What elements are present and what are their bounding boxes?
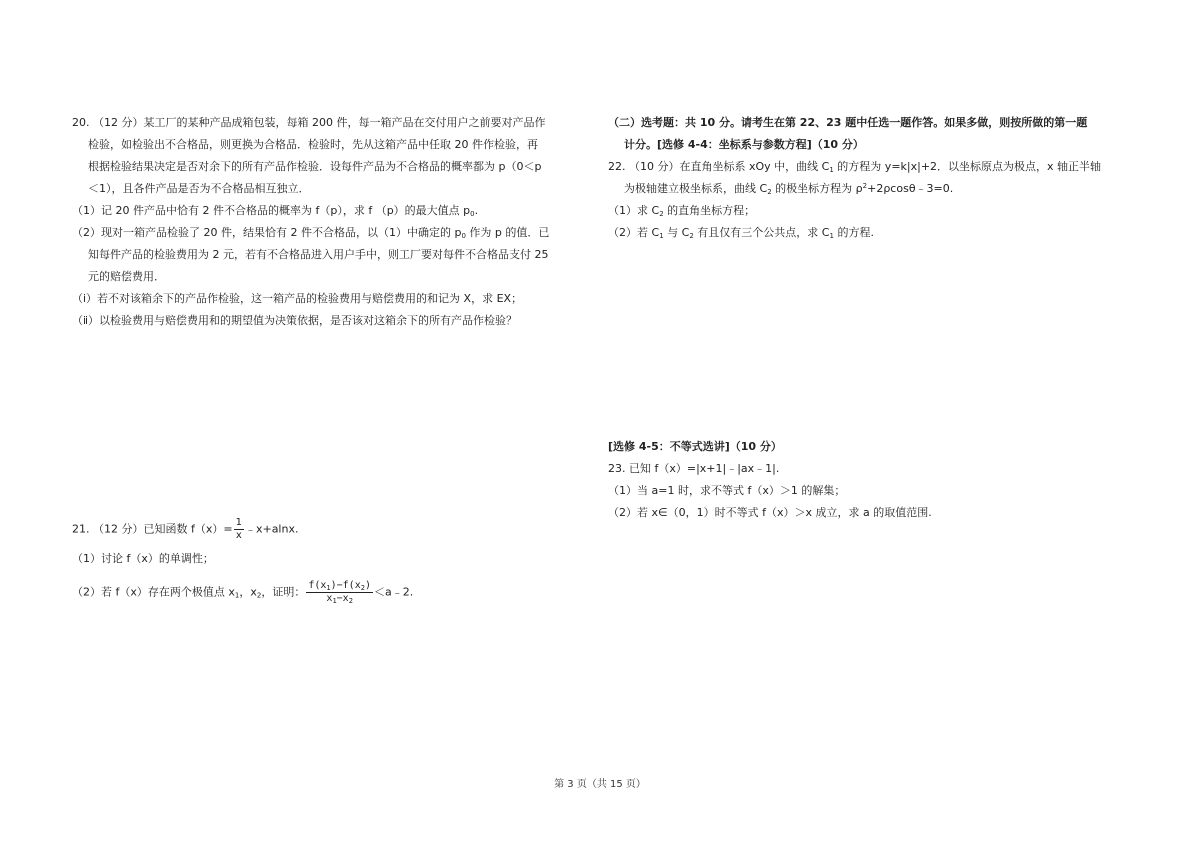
q21-dq-den-a: x xyxy=(326,593,333,604)
q22-line-2-mid: 的极坐标方程为 ρ xyxy=(771,182,863,195)
q20-line-2: 检验，如检验出不合格品，则更换为合格品．检验时，先从这箱产品中任取 20 件作检验，再 xyxy=(88,138,538,151)
q21-dq-den-s1: 1 xyxy=(332,597,337,605)
q20-part-2-text: （2）现对一箱产品检验了 20 件，结果恰有 2 件不合格品，以（1）中确定的 p xyxy=(72,226,462,239)
elective-heading-line-1: （二）选考题：共 10 分。请考生在第 22、23 题中任选一题作答。如果多做，则按所做的第一题 xyxy=(608,116,1088,129)
q21-dq-num-s1: 1 xyxy=(326,584,331,592)
q20-part-1-end: . xyxy=(474,204,479,217)
q21-fraction-denominator: x xyxy=(235,530,242,541)
q21-sub-2: 2 xyxy=(256,591,262,600)
q21-line-1 xyxy=(72,517,594,542)
q20-line-3: 根据检验结果决定是否对余下的所有产品作检验．设每件产品为不合格品的概率都为 p（0＜p xyxy=(88,160,542,173)
q23-part-1: （1）当 a=1 时，求不等式 f（x）＞1 的解集； xyxy=(608,484,846,497)
q22-line-1 xyxy=(608,156,1136,178)
q21-difference-quotient xyxy=(306,580,373,605)
section-elective xyxy=(608,112,1136,156)
q22-line-2-end: +2ρcosθ﹣3=0. xyxy=(867,182,954,195)
q20-part-1-subscript: 0 xyxy=(470,210,475,218)
question-21 xyxy=(72,517,594,605)
q20-part-1 xyxy=(72,200,594,222)
q21-part-2-text: （2）若 f（x）存在两个极值点 x xyxy=(72,585,235,599)
question-23 xyxy=(608,436,1136,524)
q23-header: [选修 4-5：不等式选讲]（10 分） xyxy=(608,440,782,453)
q21-stem-end: ﹣x+alnx. xyxy=(244,522,299,536)
q22-part-1-end: 的直角坐标方程； xyxy=(663,204,756,217)
q21-fraction xyxy=(234,517,244,542)
q20-part-2-end: 作为 p 的值．已 xyxy=(465,226,550,239)
left-column xyxy=(72,112,594,605)
q20-part-2-subscript: 0 xyxy=(461,232,466,240)
q22-part-2 xyxy=(608,222,1136,244)
q21-dq-den-s2: 2 xyxy=(348,597,353,605)
q21-dq-denominator xyxy=(306,593,373,605)
q21-stem: 21. （12 分）已知函数 f（x）= xyxy=(72,522,233,536)
q22-line-1-sub: 1 xyxy=(829,166,834,174)
q22-part-2-sub-3: 1 xyxy=(829,232,834,240)
q21-dq-num-b: )−f(x xyxy=(330,580,361,591)
q21-fraction-numerator: 1 xyxy=(235,517,242,528)
q21-part-1: （1）讨论 f（x）的单调性； xyxy=(72,552,214,565)
q22-part-1 xyxy=(608,200,1136,222)
q22-line-2 xyxy=(608,178,1136,200)
q21-sub-1: 1 xyxy=(234,591,240,600)
q22-part-2-sub-2: 2 xyxy=(689,232,694,240)
q22-part-1-text: （1）求 C xyxy=(608,204,660,217)
q21-dq-num-c: ) xyxy=(364,580,371,591)
q22-part-2-mid-2: 有且仅有三个公共点，求 C xyxy=(693,226,830,239)
q21-dq-numerator xyxy=(306,580,373,593)
q23-stem: 23. 已知 f（x）=|x+1|﹣|ax﹣1|. xyxy=(608,462,780,475)
q21-dq-den-b: −x xyxy=(336,593,349,604)
q22-part-2-sub-1: 1 xyxy=(659,232,664,240)
q21-dq-num-s2: 2 xyxy=(360,584,365,592)
page-footer: 第 3 页（共 15 页） xyxy=(554,779,646,790)
q21-part-2-mid: ，x xyxy=(239,585,257,599)
q22-part-2-text: （2）若 C xyxy=(608,226,660,239)
q20-part-2-line-2: 知每件产品的检验费用为 2 元，若有不合格品进入用户手中，则工厂要对每件不合格品支付 25 xyxy=(88,248,549,261)
q20-part-ii: （ⅱ）以检验费用与赔偿费用和的期望值为决策依据，是否该对这箱余下的所有产品作检验？ xyxy=(72,314,518,327)
question-22 xyxy=(608,156,1136,244)
q21-part-2-prove: ，证明： xyxy=(261,585,306,599)
q21-part-2 xyxy=(72,580,594,605)
q21-part-2-end: ＜a﹣2. xyxy=(373,585,414,599)
q22-part-2-end: 的方程. xyxy=(833,226,874,239)
q22-line-2-sup: 2 xyxy=(862,182,868,190)
q20-part-i: （i）若不对该箱余下的产品作检验，这一箱产品的检验费用与赔偿费用的和记为 X，求 EX； xyxy=(72,292,523,305)
q22-part-2-mid: 与 C xyxy=(663,226,690,239)
q22-line-1-end: 的方程为 y=k|x|+2．以坐标原点为极点，x 轴正半轴 xyxy=(833,160,1102,173)
q20-part-2-line-3: 元的赔偿费用． xyxy=(88,270,165,283)
q21-dq-num-a: f(x xyxy=(308,580,327,591)
q20-line-1: 20. （12 分）某工厂的某种产品成箱包装，每箱 200 件，每一箱产品在交付用户之前要对产品作 xyxy=(72,116,546,129)
right-column xyxy=(608,112,1136,524)
q23-part-2: （2）若 x∈（0，1）时不等式 f（x）＞x 成立，求 a 的取值范围. xyxy=(608,506,932,519)
q20-line-4: ＜1），且各件产品是否为不合格品相互独立． xyxy=(88,182,310,195)
elective-heading-line-2: 计分。[选修 4-4：坐标系与参数方程]（10 分） xyxy=(624,138,864,151)
question-20 xyxy=(72,112,594,332)
q22-line-2-text: 为极轴建立极坐标系，曲线 C xyxy=(624,182,768,195)
q22-line-2-sub: 2 xyxy=(767,188,772,196)
q22-part-1-sub: 2 xyxy=(659,210,664,218)
q20-part-2 xyxy=(72,222,594,244)
q22-line-1-text: 22. （10 分）在直角坐标系 xOy 中，曲线 C xyxy=(608,160,830,173)
q20-part-1-text: （1）记 20 件产品中恰有 2 件不合格品的概率为 f（p），求 f （p）的最大值点 p xyxy=(72,204,471,217)
